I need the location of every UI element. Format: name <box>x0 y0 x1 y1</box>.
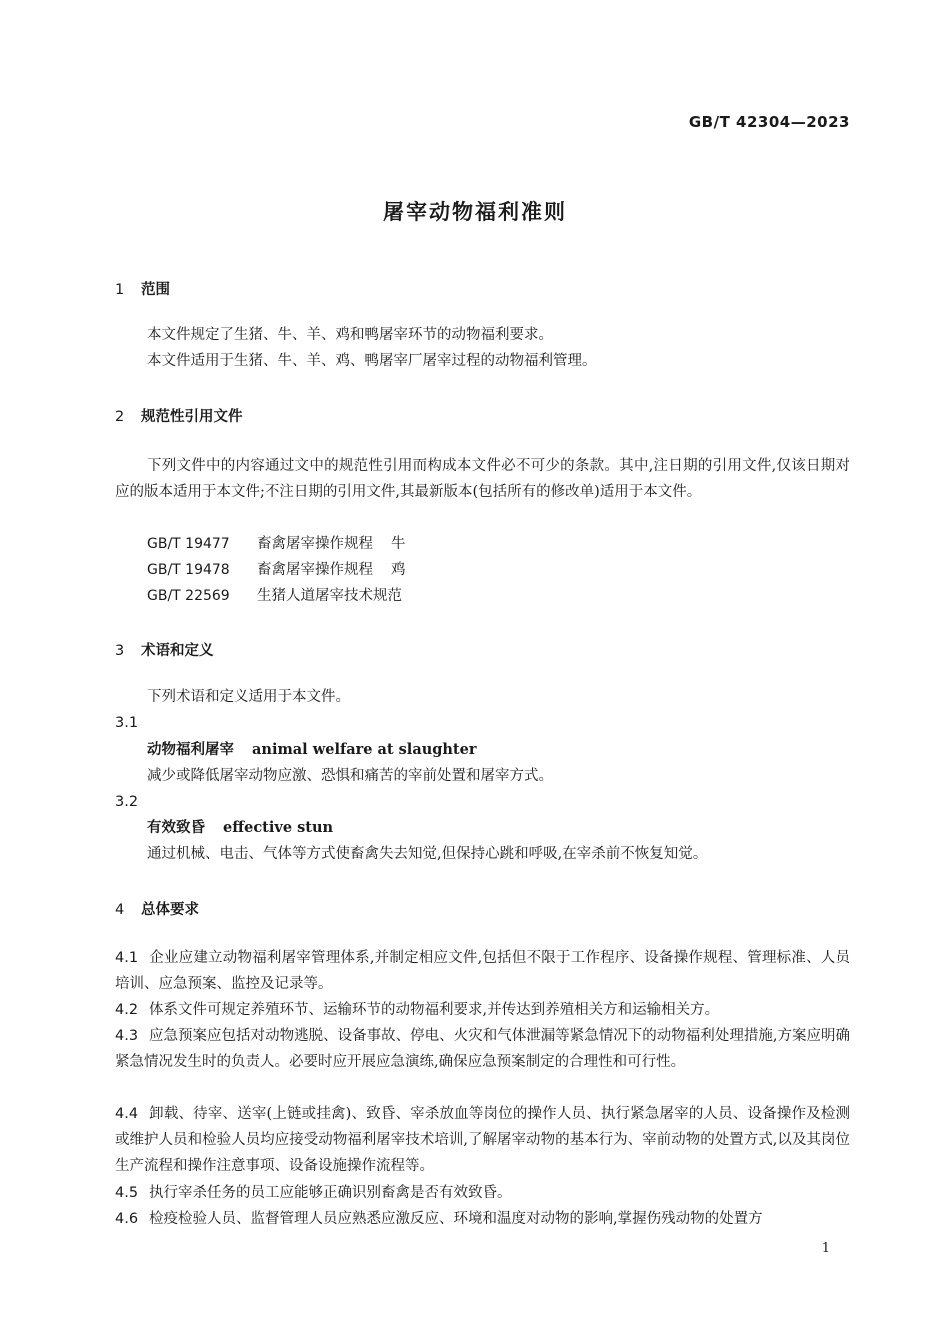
clause-number: 4.3 <box>115 1028 139 1044</box>
section-number: 2 <box>115 409 125 425</box>
section-title: 范围 <box>141 282 170 298</box>
section-number: 1 <box>115 282 125 298</box>
clause-text: 卸载、待宰、送宰(上链或挂禽)、致昏、宰杀放血等岗位的操作人员、执行紧急屠宰的人员、设备操作及检测或维护人员和检验人员均应接受动物福利屠宰技术培训,了解屠宰动物的基本行为、宰前动物的处置方式,以及其岗位生产流程和操作注意事项、设备设施操作流程等。 <box>115 1106 850 1174</box>
clause <box>115 997 850 1023</box>
term-entry <box>147 815 333 841</box>
term-number: 3.1 <box>115 715 139 731</box>
section-number: 4 <box>115 902 125 918</box>
clause <box>115 1180 850 1206</box>
section-1-heading <box>115 278 170 299</box>
section-title: 规范性引用文件 <box>141 409 243 425</box>
paragraph: 本文件规定了生猪、牛、羊、鸡和鸭屠宰环节的动物福利要求。 <box>147 327 553 343</box>
clause-number: 4.5 <box>115 1185 139 1201</box>
page-number: 1 <box>821 1241 830 1256</box>
clause-number: 4.2 <box>115 1002 139 1018</box>
reference-code: GB/T 19478 <box>147 562 230 578</box>
clause <box>115 1206 850 1232</box>
clause-number: 4.4 <box>115 1106 139 1122</box>
reference-title: 畜禽屠宰操作规程 <box>257 536 373 552</box>
reference-title: 畜禽屠宰操作规程 <box>257 562 373 578</box>
clause-number: 4.6 <box>115 1211 139 1227</box>
reference-item <box>147 531 406 557</box>
term-en: effective stun <box>223 819 334 836</box>
clause-text: 检疫检验人员、监督管理人员应熟悉应激反应、环境和温度对动物的影响,掌握伤残动物的处置方 <box>149 1211 763 1227</box>
term-en: animal welfare at slaughter <box>252 741 477 758</box>
term-zh: 有效致昏 <box>147 820 205 836</box>
clause <box>115 945 850 997</box>
paragraph: 本文件适用于生猪、牛、羊、鸡、鸭屠宰厂屠宰过程的动物福利管理。 <box>147 353 597 369</box>
reference-title: 生猪人道屠宰技术规范 <box>257 588 402 604</box>
reference-item <box>147 557 406 583</box>
clause-text: 执行宰杀任务的员工应能够正确识别畜禽是否有效致昏。 <box>149 1185 512 1201</box>
clause-number: 4.1 <box>115 950 139 966</box>
term-definition: 通过机械、电击、气体等方式使畜禽失去知觉,但保持心跳和呼吸,在宰杀前不恢复知觉。 <box>147 846 708 862</box>
clause <box>115 1101 850 1179</box>
reference-item <box>147 583 402 609</box>
paragraph-text: 下列文件中的内容通过文中的规范性引用而构成本文件必不可少的条款。其中,注日期的引用文件,仅该日期对应的版本适用于本文件;不注日期的引用文件,其最新版本(包括所有的修改单)适用于本文件。 <box>115 458 850 500</box>
paragraph <box>115 453 850 505</box>
reference-suffix: 牛 <box>391 536 406 552</box>
section-4-heading <box>115 898 199 919</box>
section-title: 总体要求 <box>141 902 199 918</box>
paragraph: 下列术语和定义适用于本文件。 <box>147 689 350 705</box>
reference-suffix: 鸡 <box>391 562 406 578</box>
clause-text: 体系文件可规定养殖环节、运输环节的动物福利要求,并传达到养殖相关方和运输相关方。 <box>149 1002 720 1018</box>
section-number: 3 <box>115 643 125 659</box>
section-2-heading <box>115 405 243 426</box>
term-definition: 减少或降低屠宰动物应激、恐惧和痛苦的宰前处置和屠宰方式。 <box>147 768 553 784</box>
reference-code: GB/T 19477 <box>147 536 230 552</box>
standard-code: GB/T 42304—2023 <box>688 113 850 131</box>
document-title: 屠宰动物福利准则 <box>383 200 567 224</box>
term-zh: 动物福利屠宰 <box>147 742 234 758</box>
clause-text: 企业应建立动物福利屠宰管理体系,并制定相应文件,包括但不限于工作程序、设备操作规程、管理标准、人员培训、应急预案、监控及记录等。 <box>115 950 850 992</box>
term-entry <box>147 737 477 763</box>
section-title: 术语和定义 <box>141 643 214 659</box>
clause <box>115 1023 850 1075</box>
term-number: 3.2 <box>115 794 139 810</box>
clause-text: 应急预案应包括对动物逃脱、设备事故、停电、火灾和气体泄漏等紧急情况下的动物福利处理措施,方案应明确紧急情况发生时的负责人。必要时应开展应急演练,确保应急预案制定的合理性和可行性。 <box>115 1028 850 1070</box>
reference-code: GB/T 22569 <box>147 588 230 604</box>
section-3-heading <box>115 639 214 660</box>
